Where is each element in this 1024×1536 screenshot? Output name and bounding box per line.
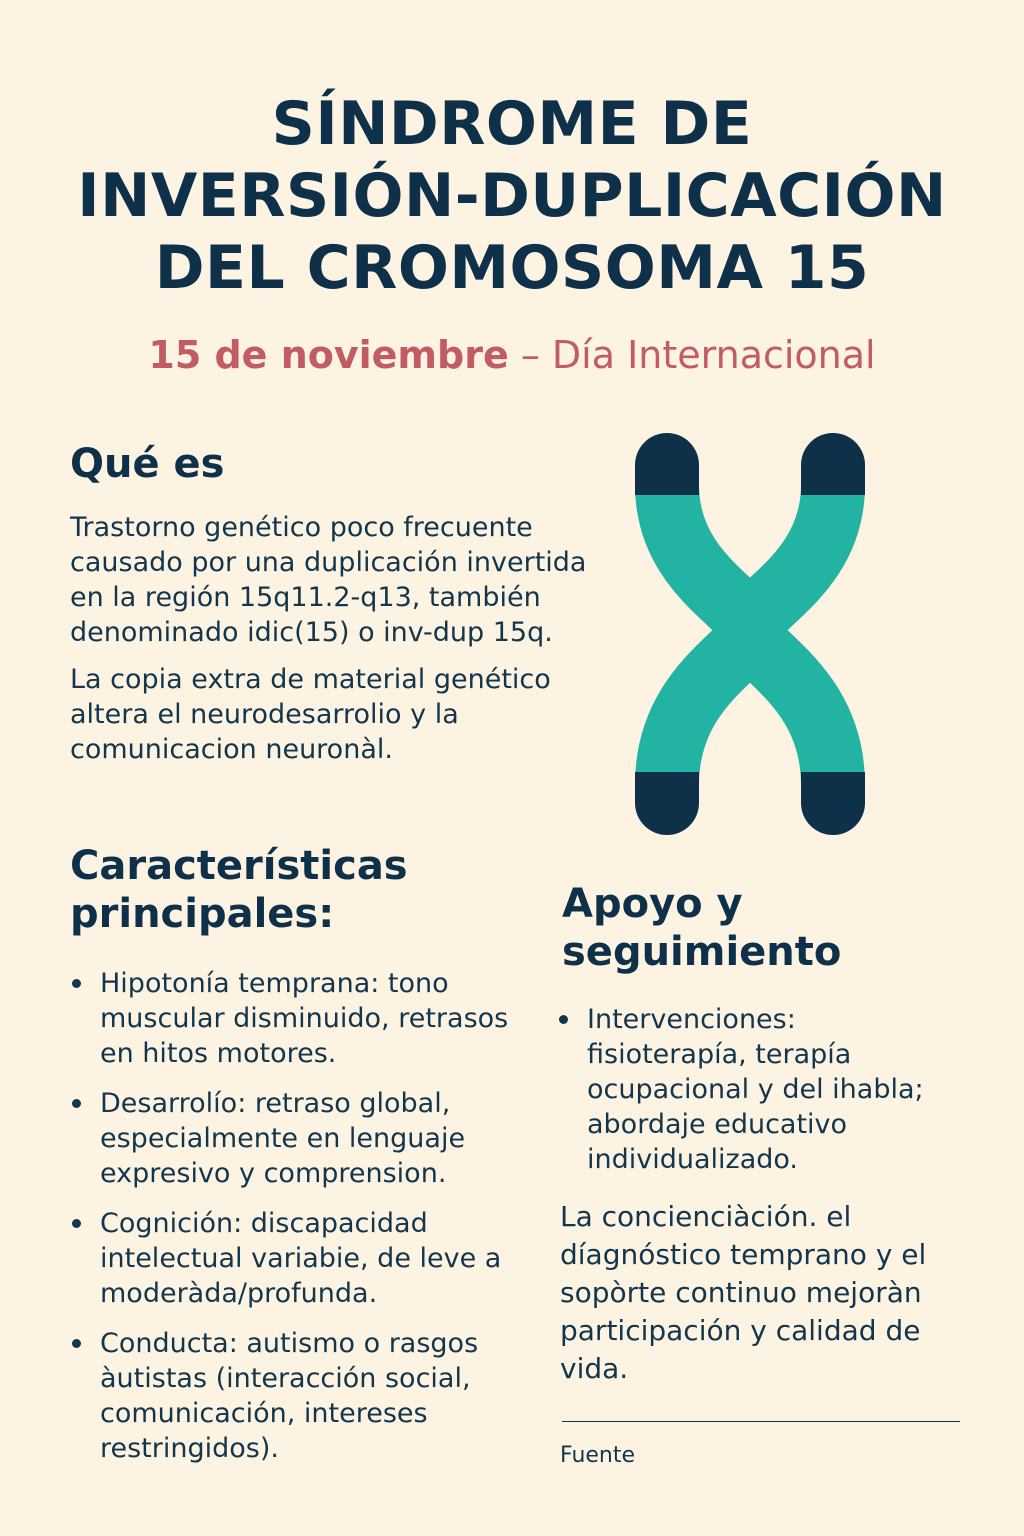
bullet-icon [72,1099,81,1108]
list-item [70,1206,510,1311]
list-item-text: Intervenciones: fisioterapía, terapía ocupacional y del ihabla; abordaje educativo individualizado. [587,1004,924,1175]
bullet-icon [72,979,81,988]
apoyo-heading-line-2: seguimiento [562,929,842,975]
list-item [70,966,510,1071]
title-line-2: INVERSIÓN-DUPLICACIÓN [77,161,947,231]
subtitle-label: Día Internacional [551,333,876,377]
que-es-paragraph-2: La copia extra de material genético altera el neurodesarrolio y la comunicacion neuronàl. [70,664,551,765]
chromosome-icon [620,425,880,849]
list-item-text: Hipotonía temprana: tono muscular disminuido, retrasos en hitos motores. [100,968,509,1069]
divider [562,1421,960,1422]
caracteristicas-heading [70,842,408,938]
page-title [0,88,1024,304]
que-es-heading: Qué es [70,441,225,487]
list-item [70,1326,510,1466]
subtitle-date: 15 de noviembre [148,333,509,377]
apoyo-list [557,1002,957,1192]
caracteristicas-heading-line-1: Características [70,843,408,889]
list-item-text: Conducta: autismo o rasgos àutistas (interacción social, comunicación, intereses restringidos). [100,1328,479,1464]
apoyo-heading [562,880,841,976]
que-es-body [70,510,590,779]
bullet-icon [559,1015,568,1024]
bullet-icon [72,1339,81,1348]
apoyo-heading-line-1: Apoyo y [562,881,743,927]
list-item [70,1086,510,1191]
title-line-1: SÍNDROME DE [271,89,753,159]
list-item-text: Cognición: discapacidad intelectual variabie, de leve a moderàda/profunda. [100,1208,502,1309]
apoyo-closing: La concienciàción. el díagnóstico temprano y el sopòrte continuo mejoràn participación y calidad de vida. [560,1200,927,1385]
subtitle [0,330,1024,380]
caracteristicas-heading-line-2: principales: [70,891,335,937]
caracteristicas-list [70,966,510,1481]
subtitle-separator: – [508,333,552,377]
source-label: Fuente [560,1443,636,1468]
list-item [557,1002,957,1177]
bullet-icon [72,1219,81,1228]
list-item-text: Desarrolío: retraso global, especialmente en lenguaje expresivo y comprension. [100,1088,466,1189]
que-es-paragraph-1: Trastorno genético poco frecuente causado por una duplicación invertida en la región 15q11.2-q13, también denominado idic(15) o inv-dup 15q. [70,512,587,648]
title-line-3: DEL CROMOSOMA 15 [154,233,870,303]
